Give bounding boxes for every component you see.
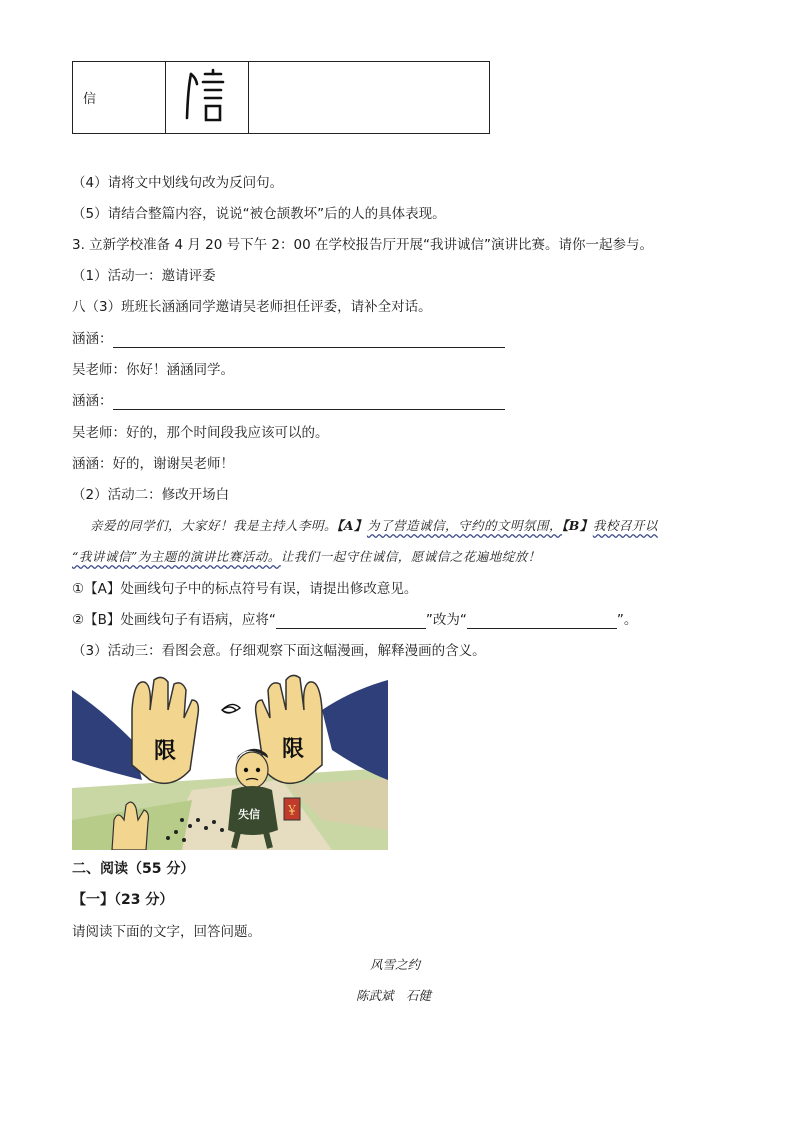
seal-char-cell xyxy=(166,62,249,134)
dialogue-line-5: 涵涵：好的，谢谢吴老师！ xyxy=(72,456,234,472)
answer-blank-2[interactable] xyxy=(113,395,505,410)
part-1-title: 【一】（23 分） xyxy=(72,892,174,908)
comic-right-limit: 限 xyxy=(282,737,305,762)
opening-text-end: 让我们一起守住诚信，愿诚信之花遍地绽放！ xyxy=(280,549,541,564)
article-authors: 陈武斌 石健 xyxy=(356,988,432,1003)
article-title: 风雪之约 xyxy=(370,957,421,972)
character-table xyxy=(72,61,490,134)
dialogue-line-1 xyxy=(72,330,505,348)
subquestion-2-part-a: ②【B】处画线句子有语病，应将“ xyxy=(72,612,276,628)
comic-illustration xyxy=(72,670,388,850)
mark-b: 【B】 xyxy=(561,518,593,533)
section-2-title: 二、阅读（55 分） xyxy=(72,861,195,877)
seal-script-character xyxy=(177,68,237,124)
reading-instruction: 请阅读下面的文字，回答问题。 xyxy=(72,924,261,940)
char-label-cell xyxy=(73,62,166,134)
question-4: （4）请将文中划线句改为反问句。 xyxy=(72,175,284,191)
subquestion-1: ①【A】处画线句子中的标点符号有误，请提出修改意见。 xyxy=(72,581,418,597)
underlined-sentence-a: 为了营造诚信，守约的文明氛围， xyxy=(366,518,562,533)
comic-money: ￥ xyxy=(286,803,299,817)
dialogue-line-4: 吴老师：好的，那个时间段我应该可以的。 xyxy=(72,425,329,441)
underlined-sentence-b: 我校召开以 xyxy=(592,518,658,533)
activity3-title: （3）活动三：看图会意。仔细观察下面这幅漫画，解释漫画的含义。 xyxy=(72,643,486,659)
speaker-hanhan-2: 涵涵： xyxy=(72,393,113,409)
answer-blank-1[interactable] xyxy=(113,333,505,348)
original-text-blank[interactable] xyxy=(276,614,426,629)
char-label: 信 xyxy=(83,92,97,107)
answer-cell[interactable] xyxy=(249,62,490,134)
question-5: （5）请结合整篇内容，说说“被仓颉教坏”后的人的具体表现。 xyxy=(72,206,446,222)
subquestion-2-part-c: ”。 xyxy=(616,612,638,628)
dialogue-line-2: 吴老师：你好！涵涵同学。 xyxy=(72,362,234,378)
activity2-title: （2）活动二：修改开场白 xyxy=(72,487,230,503)
dialogue-line-3 xyxy=(72,392,505,410)
activity1-title: （1）活动一：邀请评委 xyxy=(72,268,216,284)
comic-left-limit: 限 xyxy=(154,739,177,764)
opening-paragraph-line2 xyxy=(72,548,541,566)
underlined-sentence-b2: “我讲诚信”为主题的演讲比赛活动。 xyxy=(72,549,281,564)
comic-badge: 失信 xyxy=(238,808,260,821)
mark-a: 【A】 xyxy=(337,518,367,533)
opening-paragraph-line1 xyxy=(90,517,658,535)
speaker-hanhan-1: 涵涵： xyxy=(72,331,113,347)
subquestion-2 xyxy=(72,611,637,629)
activity1-desc: 八（3）班班长涵涵同学邀请吴老师担任评委，请补全对话。 xyxy=(72,299,432,315)
opening-text-a: 亲爱的同学们，大家好！我是主持人李明。 xyxy=(90,518,338,533)
question-3-intro: 3. 立新学校准备 4 月 20 号下午 2：00 在学校报告厅开展“我讲诚信”演讲比赛。请你一起参与。 xyxy=(72,237,653,253)
revised-text-blank[interactable] xyxy=(467,614,617,629)
subquestion-2-part-b: ”改为“ xyxy=(425,612,467,628)
